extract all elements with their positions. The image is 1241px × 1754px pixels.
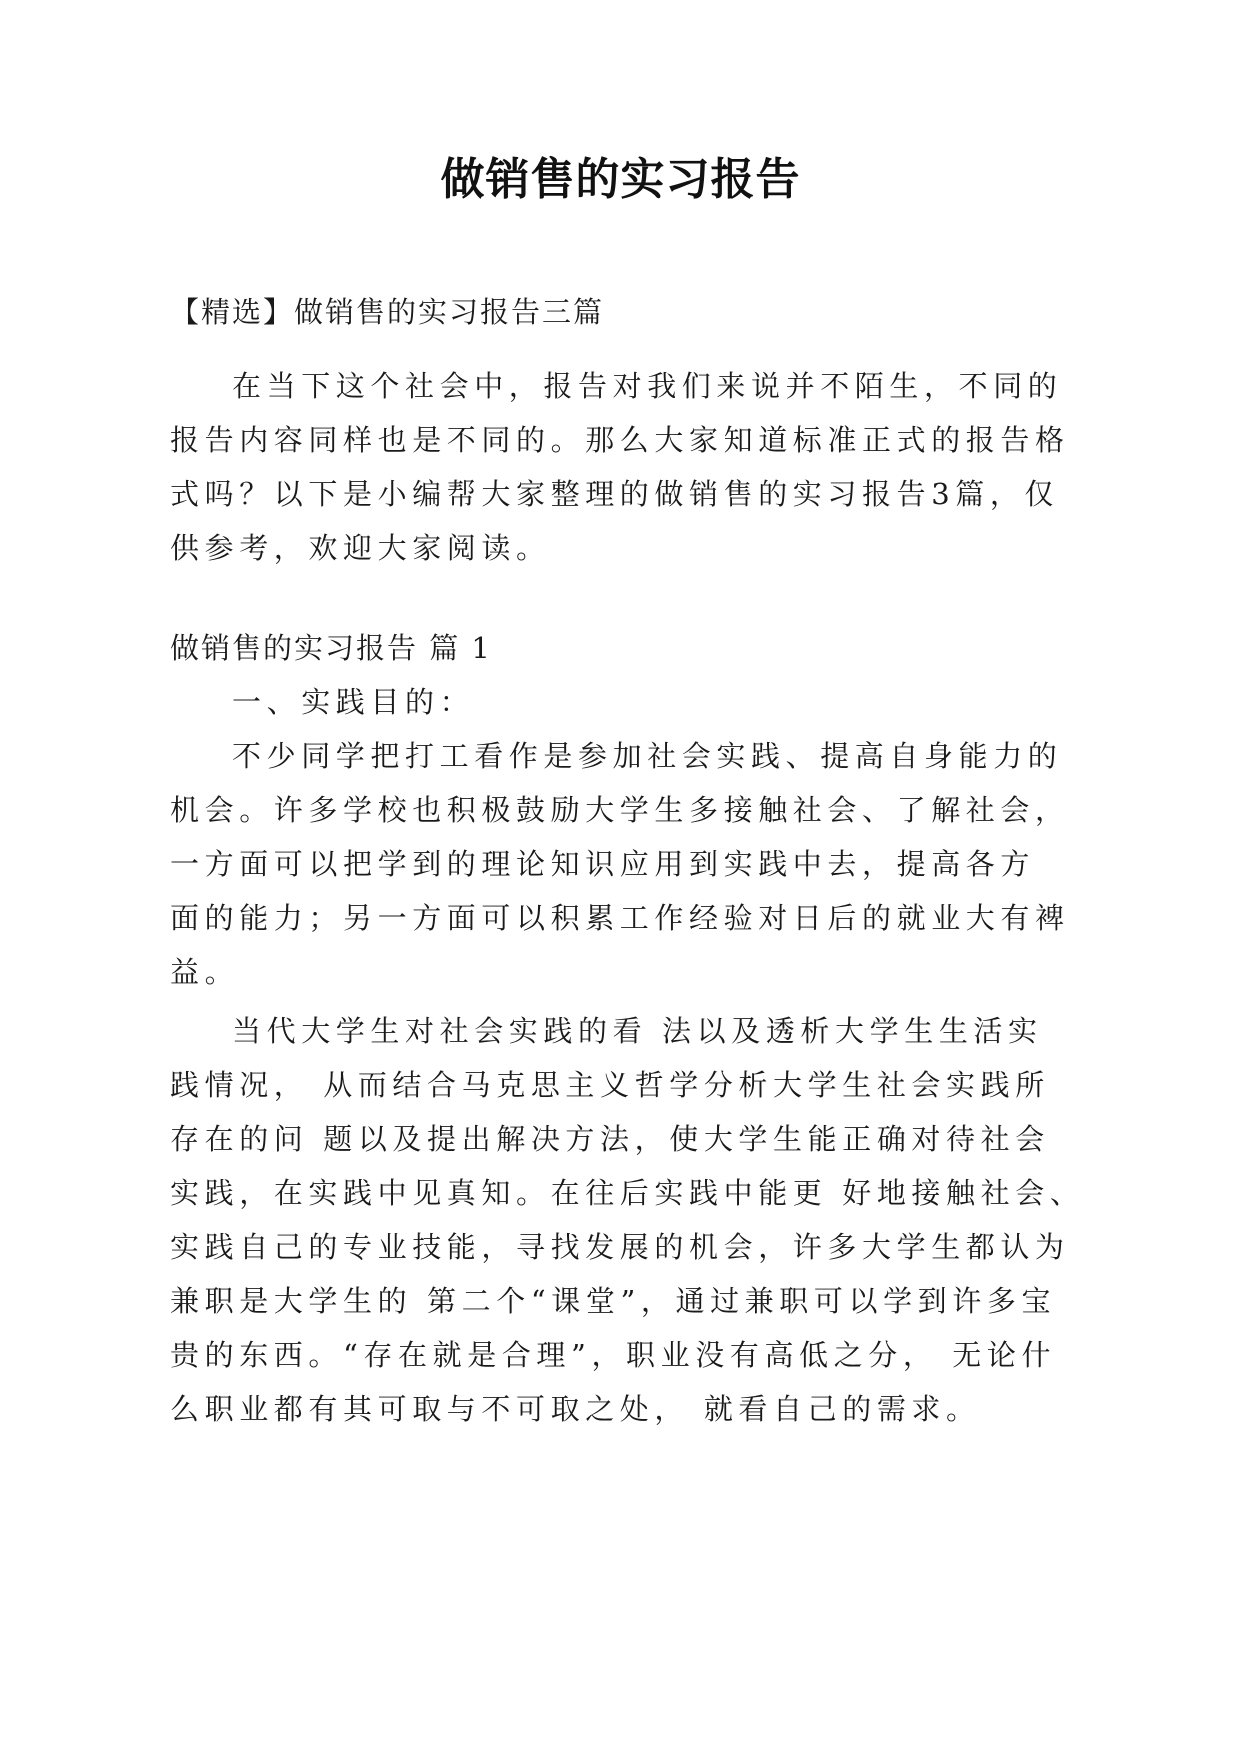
paragraph-line: 益。 [170, 955, 240, 989]
paragraph-line: 实践，在实践中见真知。在往后实践中能更 好地接触社会、 [170, 1176, 1085, 1210]
item-heading: 一、实践目的： [232, 685, 475, 719]
paragraph-line: 实践自己的专业技能，寻找发展的机会，许多大学生都认为 [170, 1230, 1070, 1264]
paragraph-line: 么职业都有其可取与不可取之处， 就看自己的需求。 [170, 1392, 981, 1426]
paragraph-line: 存在的问 题以及提出解决方法，使大学生能正确对待社会 [170, 1122, 1050, 1156]
paragraph-line: 一方面可以把学到的理论知识应用到实践中去，提高各方 [170, 847, 1036, 881]
intro-line: 供参考，欢迎大家阅读。 [170, 531, 551, 565]
paragraph-line: 机会。许多学校也积极鼓励大学生多接触社会、了解社会， [170, 793, 1070, 827]
intro-line: 式吗？以下是小编帮大家整理的做销售的实习报告3篇，仅 [170, 477, 1060, 511]
paragraph-line: 贵的东西。“存在就是合理”，职业没有高低之分， 无论什 [170, 1338, 1057, 1372]
document-subtitle: 【精选】做销售的实习报告三篇 [170, 295, 605, 329]
intro-line: 报告内容同样也是不同的。那么大家知道标准正式的报告格 [170, 423, 1070, 457]
intro-line: 在当下这个社会中，报告对我们来说并不陌生，不同的 [232, 369, 1063, 403]
paragraph-line: 面的能力；另一方面可以积累工作经验对日后的就业大有裨 [170, 901, 1070, 935]
paragraph-line: 当代大学生对社会实践的看 法以及透析大学生生活实 [232, 1014, 1043, 1048]
paragraph-line: 不少同学把打工看作是参加社会实践、提高自身能力的 [232, 739, 1063, 773]
paragraph-line: 兼职是大学生的 第二个“课堂”，通过兼职可以学到许多宝 [170, 1284, 1057, 1318]
document-title: 做销售的实习报告 [440, 154, 801, 205]
paragraph-line: 践情况， 从而结合马克思主义哲学分析大学生社会实践所 [170, 1068, 1050, 1102]
section-heading: 做销售的实习报告 篇 1 [170, 631, 492, 665]
